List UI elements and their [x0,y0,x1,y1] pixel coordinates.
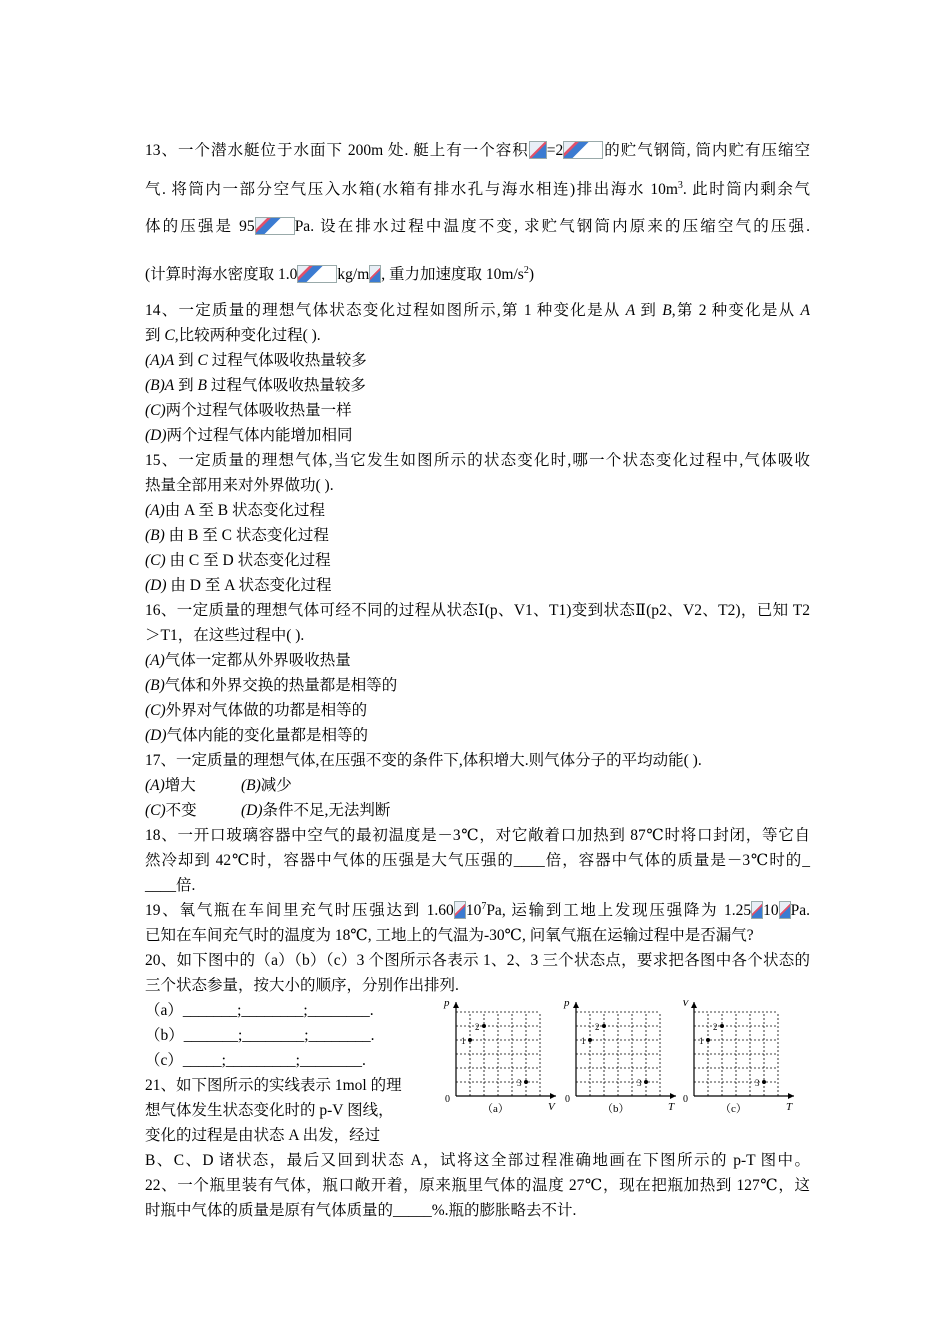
state-point-3 [524,1080,528,1084]
q14-option-b: (B)A 到 B 过程气体吸收热量较多 [145,377,366,394]
q18-line-3: ____倍. [145,877,196,894]
q20-line-2: 三个状态参量，按大小的顺序，分别作出排列. [145,977,459,994]
chart-b-svg [560,1000,680,1120]
placeholder-image-icon [529,141,547,159]
origin-label: 0 [565,1094,570,1105]
state-point-2 [602,1024,606,1028]
state-point-label-1: 1 [461,1036,466,1046]
q17-line-1: 17、一定质量的理想气体,在压强不变的条件下,体积增大.则气体分子的平均动能( ). [145,752,702,769]
chart-caption: （b） [602,1103,630,1115]
q14-option-c: (C)两个过程气体吸收热量一样 [145,402,352,419]
state-point-label-2: 2 [595,1022,600,1032]
q21-line-1: 21、如下图所示的实线表示 1mol 的理 [145,1077,402,1094]
placeholder-image-icon [255,217,295,235]
x-axis-arrow [670,1093,676,1099]
q21-line-2: 想气体发生状态变化时的 p-V 图线， [145,1102,394,1119]
state-point-label-3: 3 [755,1078,760,1088]
placeholder-image-icon [751,901,763,919]
q14-option-d: (D)两个过程气体内能增加相同 [145,427,353,444]
q17-options-row-1: (A)增大 (B)减少 [145,777,292,794]
question-19 [145,898,810,948]
q14-line-1: 14、一定质量的理想气体状态变化过程如图所示,第 1 种变化是从 A 到 B,第 2 种变化是从 A [145,302,810,319]
q19-line-1: 19、氧气瓶在车间里充气时压强达到 1.60 $10^7Pa$, 运输到工地上发现压强降为 1.25 10 Pa. [145,900,810,919]
x-axis-label: T [668,1101,675,1113]
state-point-2 [720,1024,724,1028]
question-18 [145,823,810,898]
q16-option-c: (C)外界对气体做的功都是相等的 [145,702,368,719]
q15-option-a: (A)由 A 至 B 状态变化过程 [145,502,325,519]
q13-line-2: 气. 将筒内一部分空气压入水箱(水箱有排水孔与海水相连)排出海水 $10m^3$. 此时筒内剩余气 [145,179,810,198]
chart-a [440,1000,560,1125]
state-point-label-2: 2 [475,1022,480,1032]
x-axis-arrow [788,1093,794,1099]
q15-option-d: (D) 由 D 至 A 状态变化过程 [145,577,332,594]
q15-line-2: 热量全部用来对外界做功( ). [145,477,334,494]
y-axis-label: p [444,1000,450,1009]
chart-c-svg [678,1000,798,1120]
q18-line-1: 18、一开口玻璃容器中空气的最初温度是－3℃，对它敞着口加热到 87℃时将口封闭，等它自 [145,827,810,844]
q15-option-b: (B) 由 B 至 C 状态变化过程 [145,527,329,544]
q20-answer-a: （a）_______;________;________. [145,1002,374,1019]
question-15 [145,448,810,598]
q20-line-1: 20、如下图中的（a）（b）（c）3 个图所示各表示 1、2、3 三个状态点，要求把各图中各个状态的 [145,952,810,969]
q13-line-4: (计算时海水密度取 1.0 kg/m , 重力加速度取 $10m/s^2$) [145,264,534,283]
question-16 [145,598,810,748]
q20-answer-c: （c）_____;_________;________. [145,1052,366,1069]
q14-line-2: 到 C,比较两种变化过程( ). [145,327,321,344]
q14-option-a: (A)A 到 C 过程气体吸收热量较多 [145,352,367,369]
state-point-label-3: 3 [637,1078,642,1088]
state-point-3 [644,1080,648,1084]
state-point-1 [588,1038,592,1042]
q15-line-1: 15、一定质量的理想气体,当它发生如图所示的状态变化时,哪一个状态变化过程中,气体吸收 [145,452,810,469]
state-point-label-3: 3 [517,1078,522,1088]
question-22 [145,1173,810,1223]
placeholder-image-icon [369,265,381,283]
chart-c [678,1000,798,1125]
placeholder-image-icon [454,901,466,919]
q18-line-2: 然冷却到 42℃时，容器中气体的压强是大气压强的____倍，容器中气体的质量是－3℃时的_ [145,852,810,869]
state-point-label-1: 1 [699,1036,704,1046]
origin-label: 0 [683,1094,688,1105]
q16-option-a: (A)气体一定都从外界吸收热量 [145,652,351,669]
question-14 [145,298,810,448]
chart-caption: （c） [720,1103,747,1115]
q19-line-2: 已知在车间充气时的温度为 18℃, 工地上的气温为-30℃, 问氧气瓶在运输过程中是否漏气? [145,927,754,944]
q20-answer-b: （b）_______;________;________. [145,1027,375,1044]
q21-line-3: 变化的过程是由状态 A 出发，经过 [145,1127,381,1144]
placeholder-image-icon [563,141,603,159]
state-point-label-2: 2 [713,1022,718,1032]
x-axis-label: V [548,1101,555,1113]
question-17 [145,748,810,823]
x-axis-label: T [786,1101,793,1113]
y-axis-label: V [682,1000,689,1009]
q16-line-2: ＞T1，在这些过程中( ). [145,627,305,644]
state-point-1 [468,1038,472,1042]
state-point-1 [706,1038,710,1042]
q15-option-c: (C) 由 C 至 D 状态变化过程 [145,552,331,569]
q13-line-3: 体的压强是 95 Pa. 设在排水过程中温度不变, 求贮气钢筒内原来的压缩空气的压强. [145,218,810,235]
y-axis-label: p [564,1000,570,1009]
q22-line-1: 22、一个瓶里装有气体，瓶口敞开着，原来瓶里气体的温度 27℃，现在把瓶加热到 127℃，这 [145,1177,810,1194]
placeholder-image-icon [297,265,337,283]
q17-options-row-2: (C)不变 (D)条件不足,无法判断 [145,802,391,819]
chart-a-svg [440,1000,560,1120]
y-axis-arrow [691,1002,697,1008]
y-axis-arrow [453,1002,459,1008]
state-point-label-1: 1 [581,1036,586,1046]
q13-line-1: 13、一个潜水艇位于水面下 200m 处. 艇上有一个容积 =2 的贮气钢筒, 筒内贮有压缩空 [145,142,810,159]
x-axis-arrow [550,1093,556,1099]
q16-option-d: (D)气体内能的变化量都是相等的 [145,727,369,744]
q16-option-b: (B)气体和外界交换的热量都是相等的 [145,677,398,694]
state-point-3 [762,1080,766,1084]
q21-line-4: B、C、D 诸状态，最后又回到状态 A，试将这全部过程准确地画在下图所示的 p-T 图中。 [145,1152,810,1169]
origin-label: 0 [445,1094,450,1105]
chart-b [560,1000,680,1125]
q22-line-2: 时瓶中气体的质量是原有气体质量的_____%.瓶的膨胀略去不计. [145,1202,577,1219]
chart-caption: （a） [482,1103,509,1115]
y-axis-arrow [573,1002,579,1008]
state-point-2 [482,1024,486,1028]
placeholder-image-icon [779,901,791,919]
q16-line-1: 16、一定质量的理想气体可经不同的过程从状态Ⅰ(p、V1、T1)变到状态Ⅱ(p2、V2、T2)，已知 T2 [145,602,810,619]
